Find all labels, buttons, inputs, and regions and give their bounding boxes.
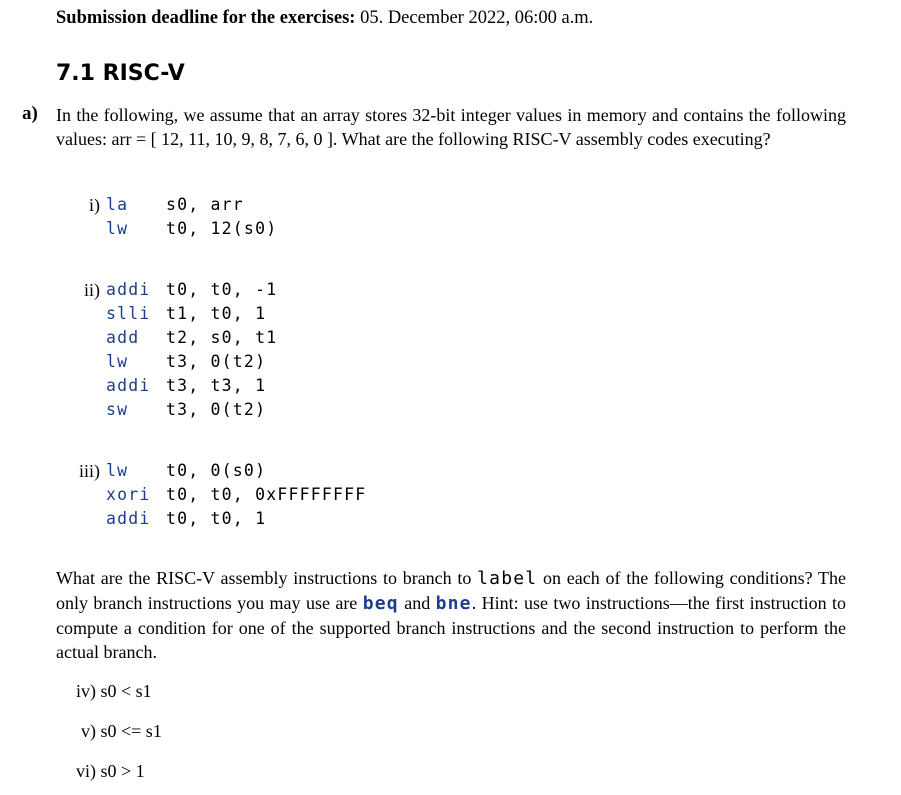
- code-opcode: lw: [106, 352, 129, 371]
- question-text: and: [398, 593, 436, 613]
- deadline-label: Submission deadline for the exercises:: [56, 8, 356, 28]
- code-opcode: add: [106, 328, 140, 347]
- code-line: [106, 459, 266, 483]
- code-opcode: addi: [106, 509, 151, 528]
- question-text: . Hint: use two instructions—the first instruction to compute a condition for one of the supported branch instructions and the second instruction to perform the actual branch.: [56, 593, 846, 662]
- condition-text: s0 < s1: [100, 681, 152, 701]
- code-opcode: lw: [106, 219, 129, 238]
- code-opcode: sw: [106, 400, 129, 419]
- code-args: t0, 0(s0): [166, 461, 267, 480]
- beq-keyword: beq: [362, 593, 399, 614]
- code-line: [106, 217, 277, 241]
- branch-question: [56, 566, 846, 664]
- code-args: s0, arr: [166, 195, 244, 214]
- code-line: [106, 302, 266, 326]
- part-a-intro: In the following, we assume that an array stores 32-bit integer values in memory and contains the following values: arr = [ 12, 11, 10, 9, 8, 7, 6, 0 ]. What are the following RISC-V assembly codes executing?: [56, 105, 846, 149]
- section-title: 7.1 RISC-V: [56, 61, 185, 86]
- code-opcode: lw: [106, 461, 129, 480]
- code-args: t0, t0, -1: [166, 280, 278, 299]
- code-args: t2, s0, t1: [166, 328, 278, 347]
- code-block-ii-label: ii): [84, 280, 100, 300]
- code-line: [106, 398, 266, 422]
- code-args: t1, t0, 1: [166, 304, 267, 323]
- code-line: [106, 483, 366, 507]
- code-opcode: la: [106, 195, 129, 214]
- condition-roman: iv): [76, 681, 96, 701]
- code-opcode: addi: [106, 376, 151, 395]
- code-args: t3, 0(t2): [166, 352, 267, 371]
- code-opcode: xori: [106, 485, 151, 504]
- code-line: [106, 278, 277, 302]
- condition-item: [46, 719, 162, 743]
- code-block-i-label: i): [89, 195, 100, 215]
- submission-deadline: [56, 8, 593, 29]
- code-args: t0, t0, 0xFFFFFFFF: [166, 485, 367, 504]
- part-a-label: a): [22, 103, 38, 124]
- code-args: t3, 0(t2): [166, 400, 267, 419]
- code-opcode: slli: [106, 304, 151, 323]
- code-line: [106, 193, 244, 217]
- condition-item: [46, 679, 152, 703]
- code-args: t3, t3, 1: [166, 376, 267, 395]
- code-args: t0, 12(s0): [166, 219, 278, 238]
- code-line: [106, 326, 277, 350]
- code-args: t0, t0, 1: [166, 509, 267, 528]
- question-text: on each of the following conditions? The only branch instructions you may use are: [56, 568, 847, 613]
- bne-keyword: bne: [435, 593, 472, 614]
- label-keyword: label: [477, 568, 538, 589]
- condition-text: s0 <= s1: [100, 721, 162, 741]
- code-block-iii-label: iii): [79, 461, 100, 481]
- question-text: What are the RISC-V assembly instructions to branch to: [56, 568, 478, 588]
- code-line: [106, 350, 266, 374]
- condition-text: s0 > 1: [100, 761, 145, 781]
- deadline-value: 05. December 2022, 06:00 a.m.: [355, 8, 594, 28]
- condition-item: [46, 759, 145, 783]
- code-line: [106, 507, 266, 531]
- code-opcode: addi: [106, 280, 151, 299]
- condition-roman: v): [81, 721, 96, 741]
- condition-roman: vi): [76, 761, 96, 781]
- code-line: [106, 374, 266, 398]
